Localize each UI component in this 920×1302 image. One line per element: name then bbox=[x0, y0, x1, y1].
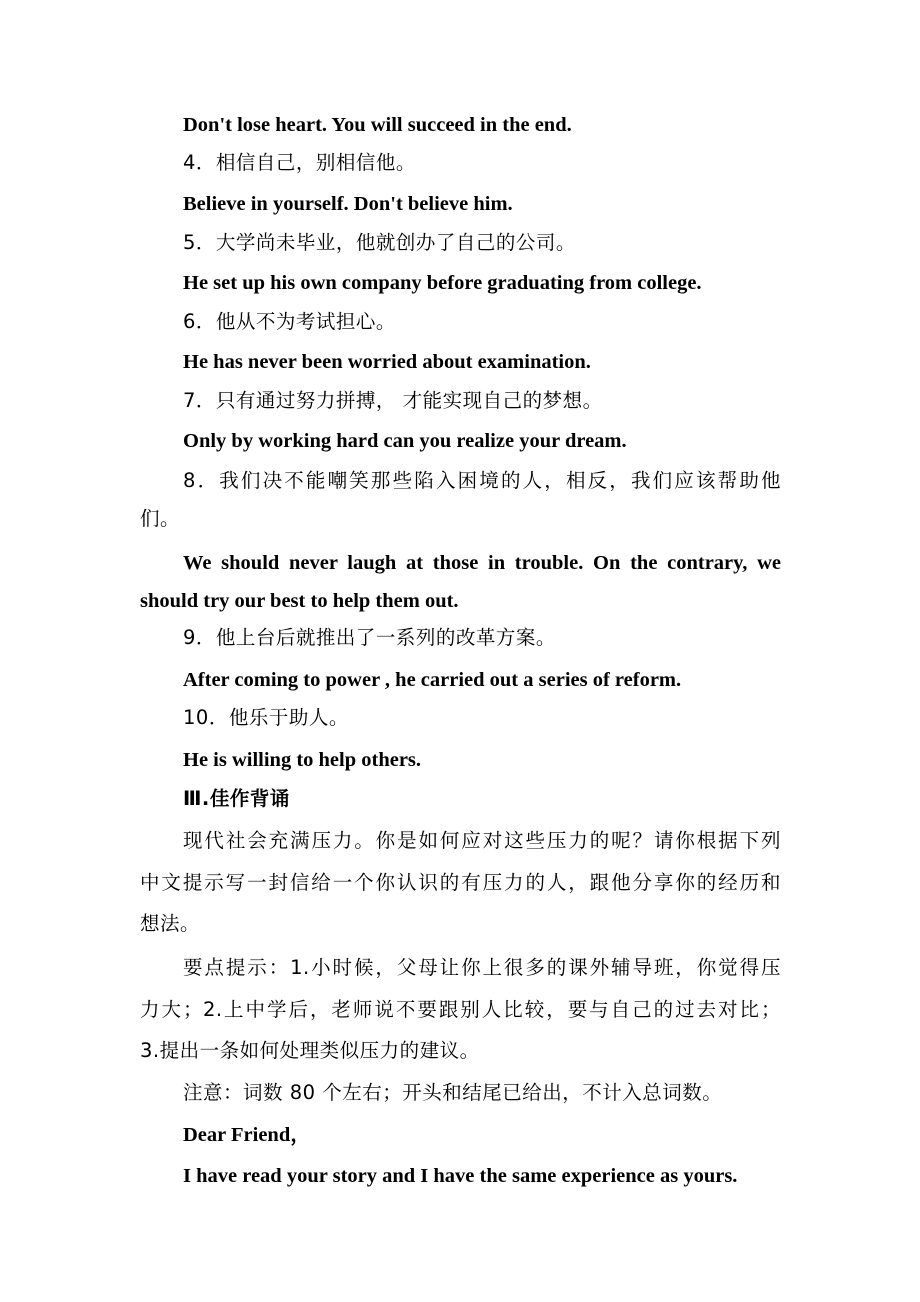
item-8-chinese-cont: 们。 bbox=[140, 507, 181, 530]
answer-4-english: Believe in yourself. Don't believe him. bbox=[183, 193, 513, 215]
answer-3-english: Don't lose heart. You will succeed in the end. bbox=[183, 114, 572, 136]
letter-salutation: Dear Friend， bbox=[183, 1124, 311, 1146]
item-7-chinese: 7．只有通过努力拼搏， 才能实现自己的梦想。 bbox=[183, 389, 603, 412]
answer-9-english: After coming to power , he carried out a series of reform. bbox=[183, 669, 682, 691]
key-points-line-2: 力大；2.上中学后，老师说不要跟别人比较，要与自己的过去对比； bbox=[140, 998, 781, 1021]
prompt-paragraph-line-1: 现代社会充满压力。你是如何应对这些压力的呢？请你根据下列 bbox=[183, 829, 781, 852]
prompt-paragraph-line-2: 中文提示写一封信给一个你认识的有压力的人，跟他分享你的经历和 bbox=[140, 871, 781, 894]
item-9-chinese: 9．他上台后就推出了一系列的改革方案。 bbox=[183, 626, 556, 649]
answer-10-english: He is willing to help others. bbox=[183, 749, 422, 771]
answer-5-english: He set up his own company before graduating from college. bbox=[183, 272, 702, 294]
item-6-chinese: 6．他从不为考试担心。 bbox=[183, 310, 396, 333]
item-5-chinese: 5．大学尚未毕业，他就创办了自己的公司。 bbox=[183, 231, 576, 254]
answer-7-english: Only by working hard can you realize your dream. bbox=[183, 430, 627, 452]
letter-opening-line: I have read your story and I have the same experience as yours. bbox=[183, 1165, 738, 1187]
note-line: 注意：词数 80 个左右；开头和结尾已给出，不计入总词数。 bbox=[183, 1081, 723, 1104]
prompt-paragraph-line-3: 想法。 bbox=[140, 912, 201, 935]
item-4-chinese: 4．相信自己，别相信他。 bbox=[183, 151, 416, 174]
key-points-line-3: 3.提出一条如何处理类似压力的建议。 bbox=[140, 1039, 480, 1062]
answer-6-english: He has never been worried about examination. bbox=[183, 351, 591, 373]
answer-8-english: We should never laugh at those in trouble. On the contrary, we bbox=[183, 552, 781, 574]
item-8-chinese: 8．我们决不能嘲笑那些陷入困境的人，相反，我们应该帮助他 bbox=[183, 469, 781, 492]
answer-8-english-cont: should try our best to help them out. bbox=[140, 590, 459, 612]
key-points-line-1: 要点提示：1.小时候，父母让你上很多的课外辅导班，你觉得压 bbox=[183, 956, 781, 979]
section-heading: Ⅲ.佳作背诵 bbox=[183, 787, 290, 810]
item-10-chinese: 10．他乐于助人。 bbox=[183, 706, 349, 729]
